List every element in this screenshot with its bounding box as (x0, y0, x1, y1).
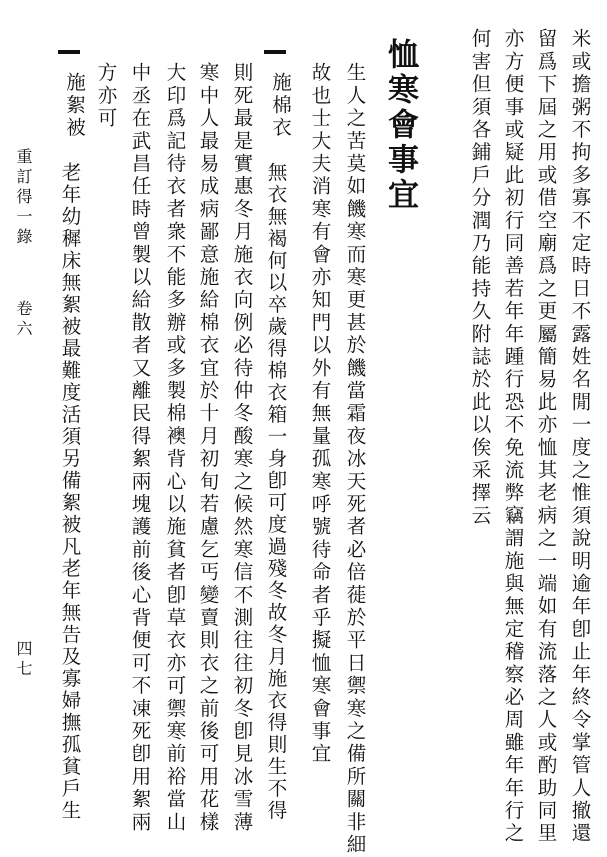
intro-line-2: 故也士大夫消寒有會亦知門以外有無量孤寒呼號待命者乎擬恤寒會事宜 (308, 62, 332, 766)
text-column-prev-1: 米或擔粥不拘多寡不定時日不露姓名閒一度之惟須說明逾年卽止年終令掌管人撤還 (568, 28, 592, 846)
item1-first-line: 無衣無褐何以卒歲得棉衣箱一身卽可度過殘冬故冬月施衣得則生不得 (264, 162, 288, 822)
item-marker-1 (264, 50, 286, 54)
margin-book-title: 重訂得一錄 (14, 148, 33, 248)
item1-line-2: 則死最是實惠冬月施衣向例必待仲冬酸寒之候然寒信不測往往初冬卽見冰雪薄 (230, 62, 254, 834)
item2-title: 施絮被 (63, 72, 86, 140)
item1-line-4: 大印爲記待衣者衆不能多辦或多製棉襖背心以施貧者卽草衣亦可禦寒前裕當山 (163, 62, 187, 834)
margin-page-number: 四七 (14, 640, 33, 680)
text-column-prev-3: 亦方便事或疑此初行同善若年年踵行恐不免流弊竊謂施與無定稽察必周雖年年行之 (501, 28, 525, 846)
item1-line-3: 寒中人最易成病鄙意施給棉衣宜於十月初旬若慮乞丐變賣則衣之前後可用花樣 (196, 62, 220, 834)
item-marker-2 (58, 50, 80, 54)
item1-title: 施棉衣 (269, 72, 292, 140)
intro-line-1: 生人之苦莫如饑寒而寒更甚於饑當霜夜冰天死者必倍蓰於平日禦寒之備所關非細 (343, 62, 367, 857)
margin-volume: 卷六 (14, 300, 33, 340)
text-column-prev-4: 何害但須各鋪戶分潤乃能持久附誌於此以俟采擇云 (468, 28, 492, 528)
item1-line-5: 中丞在武昌任時曾製以給散者又離民得絮兩塊護前後心背便可不凍死卽用絮兩 (128, 62, 152, 834)
text-column-prev-2: 留爲下屆之用或借空廟爲之更屬簡易此亦恤其老病之一端如有流落之人或酌助同里 (534, 28, 558, 846)
item1-line-6: 方亦可 (94, 62, 118, 131)
section-title: 恤寒會事宜 (382, 38, 418, 213)
item2-first-line: 老年幼穉床無絮被最難度活須另備絮被凡老年無告及寡婦撫孤貧戶生 (58, 162, 82, 822)
